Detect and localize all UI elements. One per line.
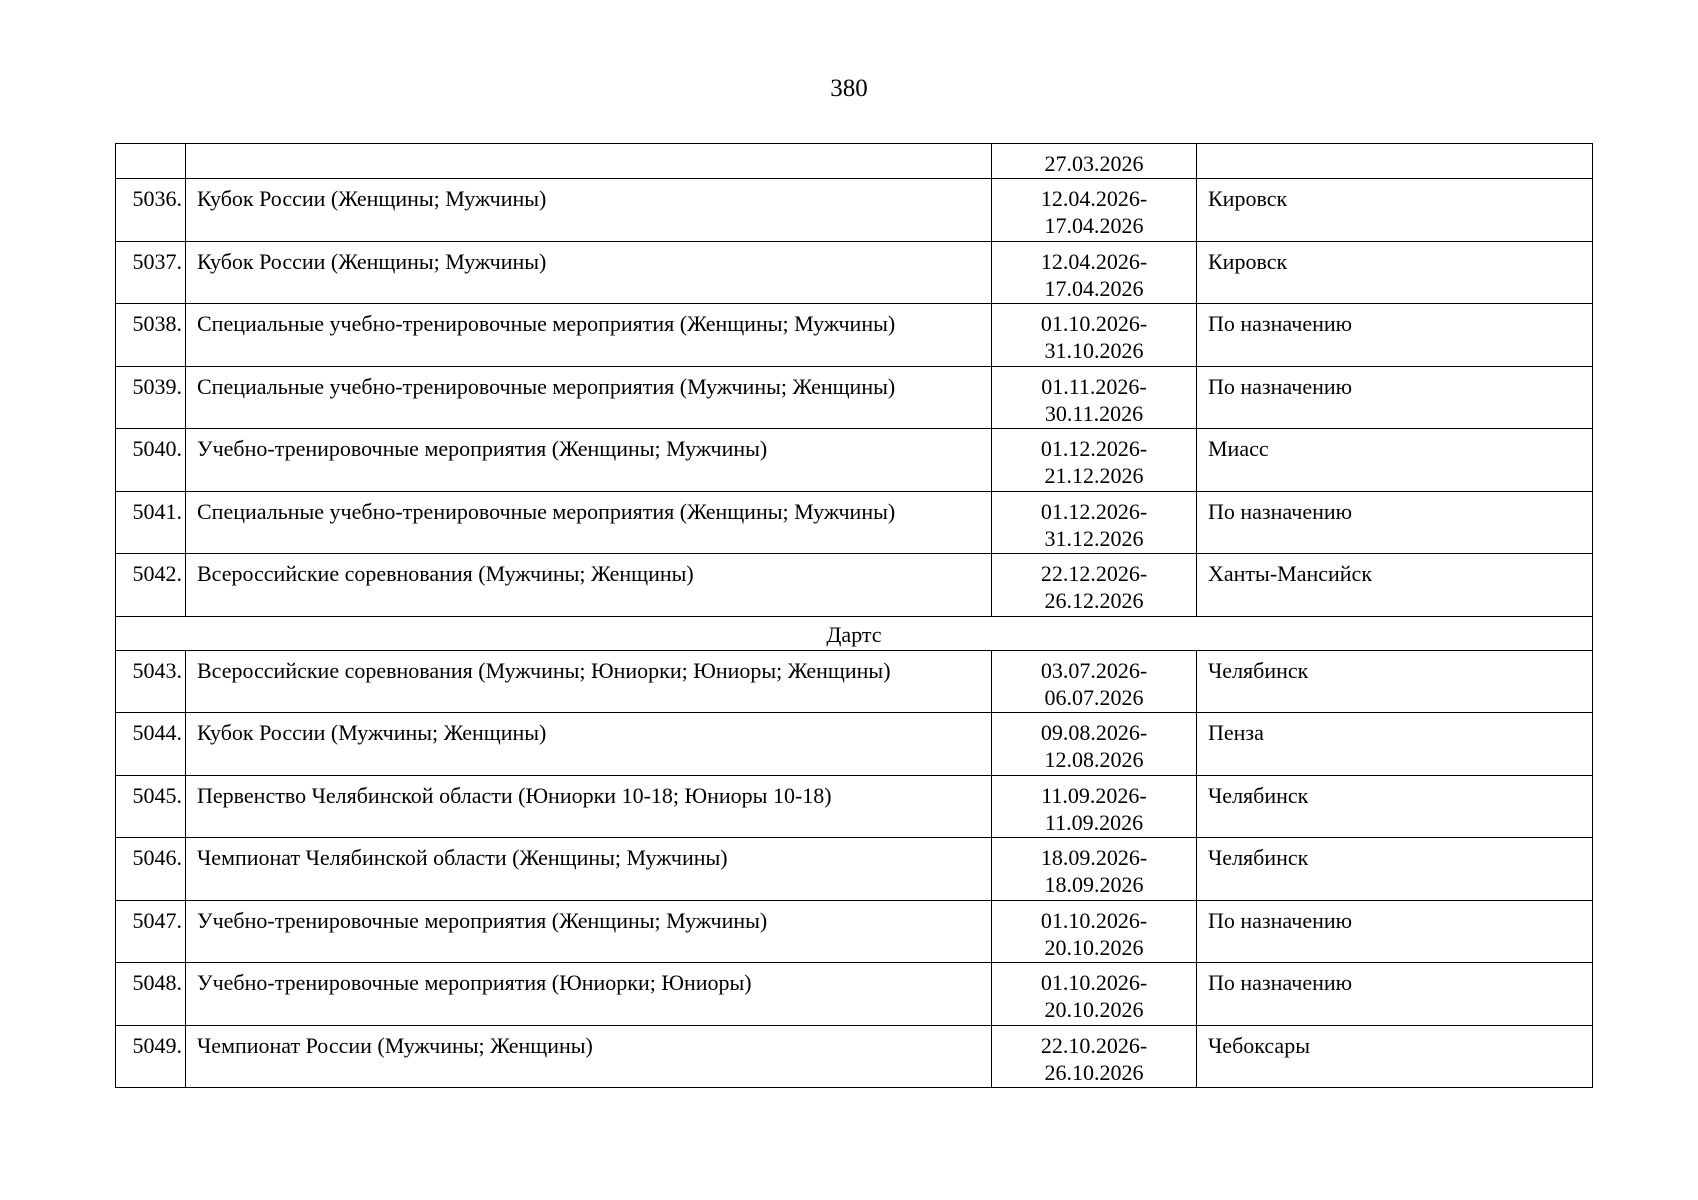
event-place: Пенза xyxy=(1197,713,1593,776)
row-number: 5043. xyxy=(116,650,186,713)
date-start: 12.04.2026- xyxy=(1040,186,1148,211)
event-dates xyxy=(992,366,1197,429)
event-name: Кубок России (Женщины; Мужчины) xyxy=(186,241,992,304)
table-row xyxy=(116,900,1593,963)
table-row xyxy=(116,963,1593,1026)
continuation-row xyxy=(116,144,1593,179)
row-number: 5046. xyxy=(116,838,186,901)
event-place: По назначению xyxy=(1197,963,1593,1026)
page-number: 380 xyxy=(830,75,868,102)
event-dates xyxy=(992,963,1197,1026)
event-date-cell: 27.03.2026 xyxy=(992,144,1197,179)
event-dates xyxy=(992,650,1197,713)
event-place: Челябинск xyxy=(1197,838,1593,901)
event-place: Кировск xyxy=(1197,241,1593,304)
event-name: Учебно-тренировочные мероприятия (Женщины; Мужчины) xyxy=(186,429,992,492)
table-row xyxy=(116,304,1593,367)
section-title: Дартс xyxy=(116,616,1593,650)
events-table-body xyxy=(116,144,1593,1088)
event-place: Кировск xyxy=(1197,179,1593,242)
event-place: Ханты-Мансийск xyxy=(1197,554,1593,617)
event-name: Специальные учебно-тренировочные мероприятия (Женщины; Мужчины) xyxy=(186,304,992,367)
date-start: 01.10.2026- xyxy=(1040,970,1148,995)
date-end: 31.10.2026 xyxy=(1044,338,1144,363)
date-start: 01.10.2026- xyxy=(1040,907,1148,933)
event-dates xyxy=(992,491,1197,554)
row-number: 5037. xyxy=(116,241,186,304)
date-end: 26.10.2026 xyxy=(1044,1059,1144,1085)
date-start: 01.12.2026- xyxy=(1040,436,1148,461)
event-name: Первенство Челябинской области (Юниорки 10-18; Юниоры 10-18) xyxy=(186,775,992,838)
row-number: 5048. xyxy=(116,963,186,1026)
table-row xyxy=(116,554,1593,617)
event-name: Учебно-тренировочные мероприятия (Женщины; Мужчины) xyxy=(186,900,992,963)
date-start: 09.08.2026- xyxy=(1040,720,1148,745)
table-row xyxy=(116,491,1593,554)
event-name: Всероссийские соревнования (Мужчины; Женщины) xyxy=(186,554,992,617)
date-end: 31.12.2026 xyxy=(1044,525,1144,551)
row-number: 5042. xyxy=(116,554,186,617)
date-end: 17.04.2026 xyxy=(1044,275,1144,301)
event-place: По назначению xyxy=(1197,900,1593,963)
row-number: 5038. xyxy=(116,304,186,367)
date-start: 01.11.2026- xyxy=(1041,373,1147,399)
date-start: 01.12.2026- xyxy=(1040,498,1148,524)
event-dates xyxy=(992,554,1197,617)
event-dates xyxy=(992,179,1197,242)
date-start: 18.09.2026- xyxy=(1040,845,1148,870)
event-name: Чемпионат России (Мужчины; Женщины) xyxy=(186,1025,992,1088)
event-name: Кубок России (Мужчины; Женщины) xyxy=(186,713,992,776)
date-end: 20.10.2026 xyxy=(1044,934,1144,960)
event-name: Чемпионат Челябинской области (Женщины; Мужчины) xyxy=(186,838,992,901)
row-number: 5047. xyxy=(116,900,186,963)
row-number: 5040. xyxy=(116,429,186,492)
event-place: По назначению xyxy=(1197,304,1593,367)
date-end: 30.11.2026 xyxy=(1044,400,1144,426)
date-end: 20.10.2026 xyxy=(1044,997,1144,1022)
events-table xyxy=(115,143,1593,1088)
row-number: 5036. xyxy=(116,179,186,242)
table-row xyxy=(116,713,1593,776)
section-header-row xyxy=(116,616,1593,650)
event-name: Всероссийские соревнования (Мужчины; Юниорки; Юниоры; Женщины) xyxy=(186,650,992,713)
table-row xyxy=(116,838,1593,901)
row-number-cell xyxy=(116,144,186,179)
row-number: 5044. xyxy=(116,713,186,776)
date-start: 11.09.2026- xyxy=(1041,782,1147,808)
date-end: 11.09.2026 xyxy=(1044,809,1144,835)
event-place-cell xyxy=(1197,144,1593,179)
event-dates xyxy=(992,900,1197,963)
table-row xyxy=(116,650,1593,713)
event-dates xyxy=(992,713,1197,776)
event-name: Специальные учебно-тренировочные мероприятия (Мужчины; Женщины) xyxy=(186,366,992,429)
event-place: Челябинск xyxy=(1197,775,1593,838)
event-name: Специальные учебно-тренировочные мероприятия (Женщины; Мужчины) xyxy=(186,491,992,554)
date-end: 17.04.2026 xyxy=(1044,213,1144,238)
date-end: 26.12.2026 xyxy=(1044,588,1144,613)
event-dates xyxy=(992,241,1197,304)
table-row xyxy=(116,179,1593,242)
date-end: 18.09.2026 xyxy=(1044,872,1144,897)
event-dates xyxy=(992,304,1197,367)
event-name: Кубок России (Женщины; Мужчины) xyxy=(186,179,992,242)
date-end: 21.12.2026 xyxy=(1044,463,1144,488)
event-dates xyxy=(992,1025,1197,1088)
date-start: 22.10.2026- xyxy=(1040,1032,1148,1058)
event-place: Чебоксары xyxy=(1197,1025,1593,1088)
event-place: Челябинск xyxy=(1197,650,1593,713)
date-end: 06.07.2026 xyxy=(1044,684,1144,710)
date-start: 03.07.2026- xyxy=(1040,657,1148,683)
event-name: Учебно-тренировочные мероприятия (Юниорки; Юниоры) xyxy=(186,963,992,1026)
event-dates xyxy=(992,429,1197,492)
event-place: По назначению xyxy=(1197,366,1593,429)
table-row xyxy=(116,429,1593,492)
row-number: 5041. xyxy=(116,491,186,554)
event-dates xyxy=(992,838,1197,901)
date-start: 12.04.2026- xyxy=(1040,248,1148,274)
table-row xyxy=(116,775,1593,838)
row-number: 5039. xyxy=(116,366,186,429)
event-place: По назначению xyxy=(1197,491,1593,554)
table-row xyxy=(116,1025,1593,1088)
row-number: 5049. xyxy=(116,1025,186,1088)
event-name-cell xyxy=(186,144,992,179)
row-number: 5045. xyxy=(116,775,186,838)
date-start: 22.12.2026- xyxy=(1040,561,1148,586)
table-row xyxy=(116,241,1593,304)
date-end: 12.08.2026 xyxy=(1044,747,1144,772)
table-row xyxy=(116,366,1593,429)
event-place: Миасс xyxy=(1197,429,1593,492)
event-dates xyxy=(992,775,1197,838)
date-start: 01.10.2026- xyxy=(1040,311,1148,336)
